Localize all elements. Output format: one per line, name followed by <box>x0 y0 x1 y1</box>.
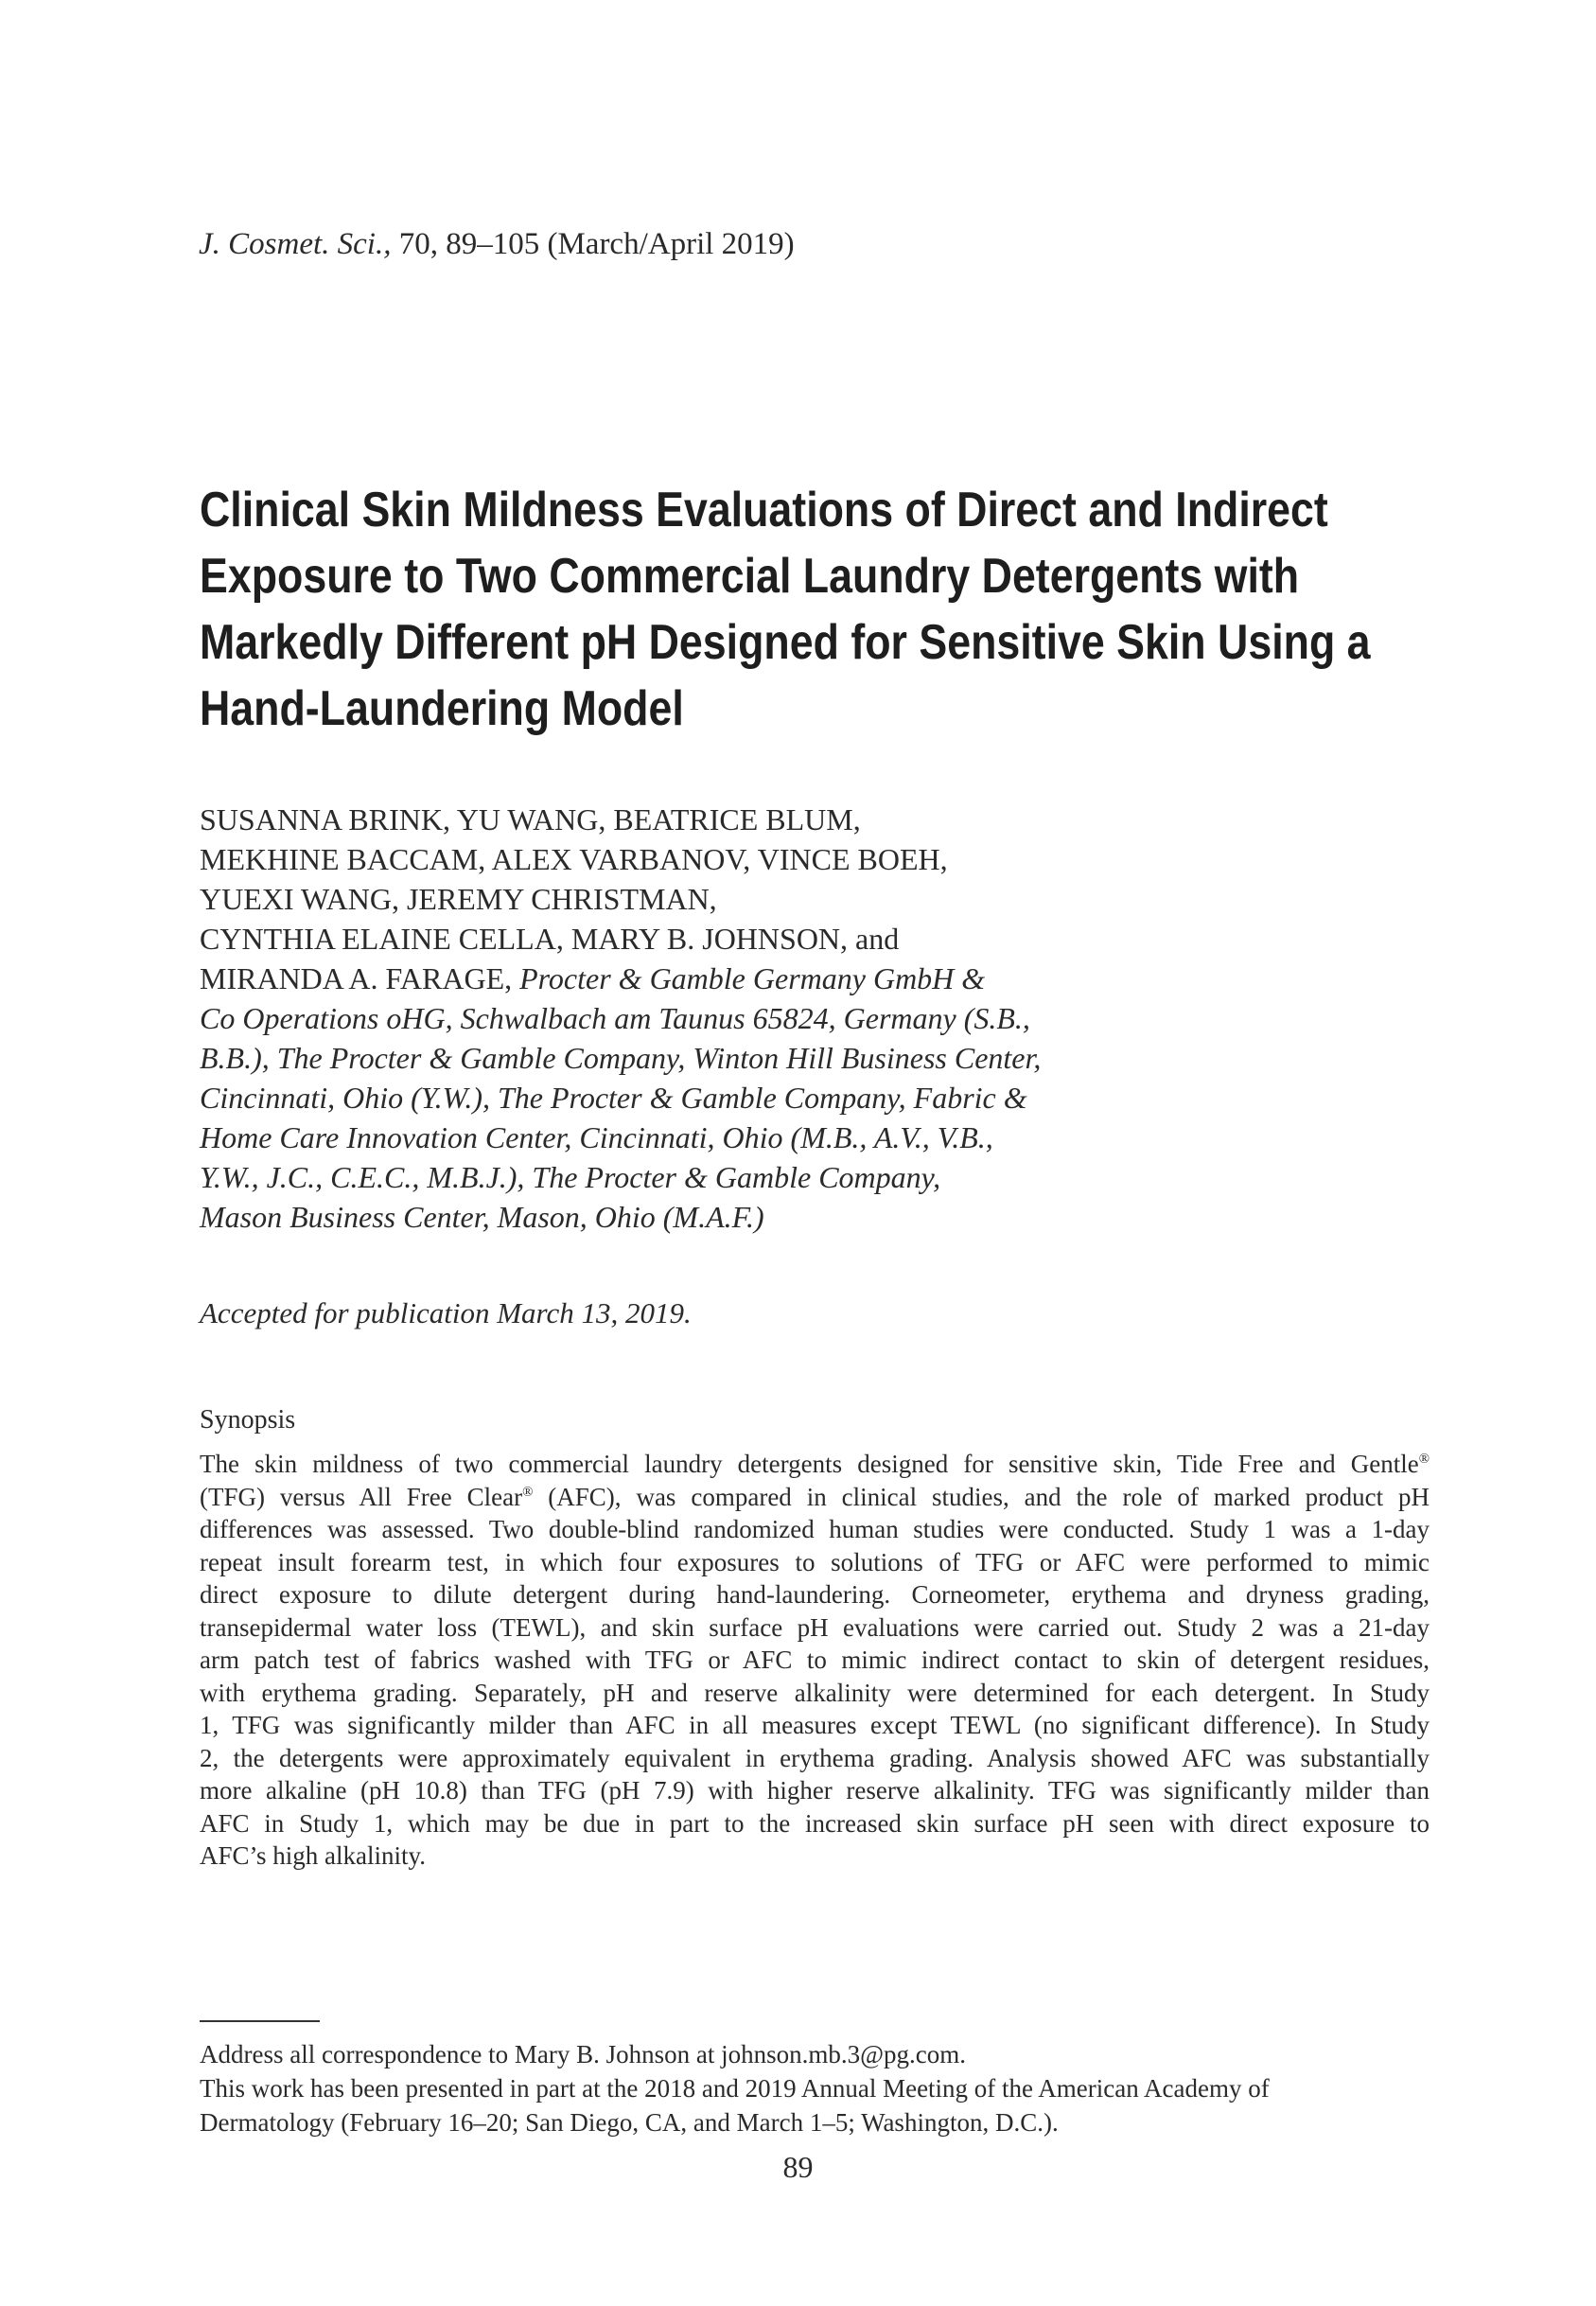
author-block <box>200 800 1146 1237</box>
synopsis-line: 1, TFG was significantly milder than AFC in all measures except TEWL (no significant difference). In Study <box>200 1711 1429 1739</box>
affiliation-line: Cincinnati, Ohio (Y.W.), The Procter & Gamble Company, Fabric & <box>200 1081 1027 1115</box>
title-line: Markedly Different pH Designed for Sensitive Skin Using a <box>200 615 1371 670</box>
synopsis-line <box>200 1448 1429 1481</box>
affiliation-text: Procter & Gamble Germany GmbH & <box>519 961 986 995</box>
journal-pages-date: 89–105 (March/April 2019) <box>446 227 795 261</box>
journal-volume: 70, <box>398 227 438 261</box>
journal-abbrev: J. Cosmet. Sci., <box>199 227 392 261</box>
title-line: Hand-Laundering Model <box>200 681 684 736</box>
synopsis-heading: Synopsis <box>200 1405 296 1435</box>
synopsis-line-text: (TFG) versus All Free Clear <box>200 1482 523 1511</box>
author-names-line: SUSANNA BRINK, YU WANG, BEATRICE BLUM, <box>200 802 861 836</box>
synopsis-line: arm patch test of fabrics washed with TFG or AFC to mimic indirect contact to skin of detergent residues, <box>200 1646 1429 1674</box>
footnote-line: This work has been presented in part at the 2018 and 2019 Annual Meeting of the American Academy of <box>200 2074 1270 2103</box>
author-names-line: MEKHINE BACCAM, ALEX VARBANOV, VINCE BOEH, <box>200 842 948 876</box>
synopsis-line-text: (AFC), was compared in clinical studies, and the role of marked product pH <box>533 1482 1430 1511</box>
footnote-divider <box>200 2020 320 2022</box>
synopsis-line: direct exposure to dilute detergent during hand-laundering. Corneometer, erythema and dryness grading, <box>200 1580 1429 1609</box>
author-names-line-with-affiliation <box>200 959 1146 998</box>
synopsis-line: differences was assessed. Two double-blind randomized human studies were conducted. Study 1 was a 1-day <box>200 1515 1429 1543</box>
footnote-line: Address all correspondence to Mary B. Johnson at johnson.mb.3@pg.com. <box>200 2040 966 2068</box>
synopsis-line: with erythema grading. Separately, pH and reserve alkalinity were determined for each detergent. In Study <box>200 1678 1429 1707</box>
author-names-line: CYNTHIA ELAINE CELLA, MARY B. JOHNSON, and <box>200 922 900 956</box>
synopsis-line: repeat insult forearm test, in which four exposures to solutions of TFG or AFC were performed to mimic <box>200 1547 1429 1576</box>
affiliation-line: Mason Business Center, Mason, Ohio (M.A.F.) <box>200 1200 764 1234</box>
synopsis-line: AFC’s high alkalinity. <box>200 1841 427 1870</box>
synopsis-line <box>200 1481 1429 1514</box>
author-names-line: MIRANDA A. FARAGE, <box>200 961 513 995</box>
title-line: Clinical Skin Mildness Evaluations of Direct and Indirect <box>200 483 1328 537</box>
synopsis-line: more alkaline (pH 10.8) than TFG (pH 7.9) with higher reserve alkalinity. TFG was significantly milder than <box>200 1776 1429 1804</box>
article-title <box>200 477 1371 742</box>
synopsis-line: 2, the detergents were approximately equivalent in erythema grading. Analysis showed AFC was substantially <box>200 1743 1429 1772</box>
affiliation-line: B.B.), The Procter & Gamble Company, Winton Hill Business Center, <box>200 1041 1042 1075</box>
accepted-date: Accepted for publication March 13, 2019. <box>200 1296 692 1329</box>
journal-citation <box>199 223 795 265</box>
title-line: Exposure to Two Commercial Laundry Detergents with <box>200 549 1300 604</box>
footnote-line: Dermatology (February 16–20; San Diego, CA, and March 1–5; Washington, D.C.). <box>200 2108 1059 2137</box>
synopsis-line: transepidermal water loss (TEWL), and skin surface pH evaluations were carried out. Study 2 was a 21-day <box>200 1612 1429 1642</box>
affiliation-line: Y.W., J.C., C.E.C., M.B.J.), The Procter & Gamble Company, <box>200 1160 941 1194</box>
affiliation-line: Co Operations oHG, Schwalbach am Taunus 65824, Germany (S.B., <box>200 1001 1030 1035</box>
registered-mark: ® <box>1418 1452 1429 1467</box>
footnotes <box>200 2037 1429 2139</box>
synopsis-line: AFC in Study 1, which may be due in part to the increased skin surface pH seen with direct exposure to <box>200 1808 1429 1838</box>
page-number: 89 <box>782 2150 814 2184</box>
synopsis-body <box>200 1448 1429 1873</box>
affiliation-line: Home Care Innovation Center, Cincinnati, Ohio (M.B., A.V., V.B., <box>200 1120 993 1154</box>
registered-mark: ® <box>522 1484 534 1500</box>
author-names-line: YUEXI WANG, JEREMY CHRISTMAN, <box>200 882 717 916</box>
synopsis-line-text: The skin mildness of two commercial laundry detergents designed for sensitive skin, Tide Free and Gentle <box>200 1450 1419 1478</box>
